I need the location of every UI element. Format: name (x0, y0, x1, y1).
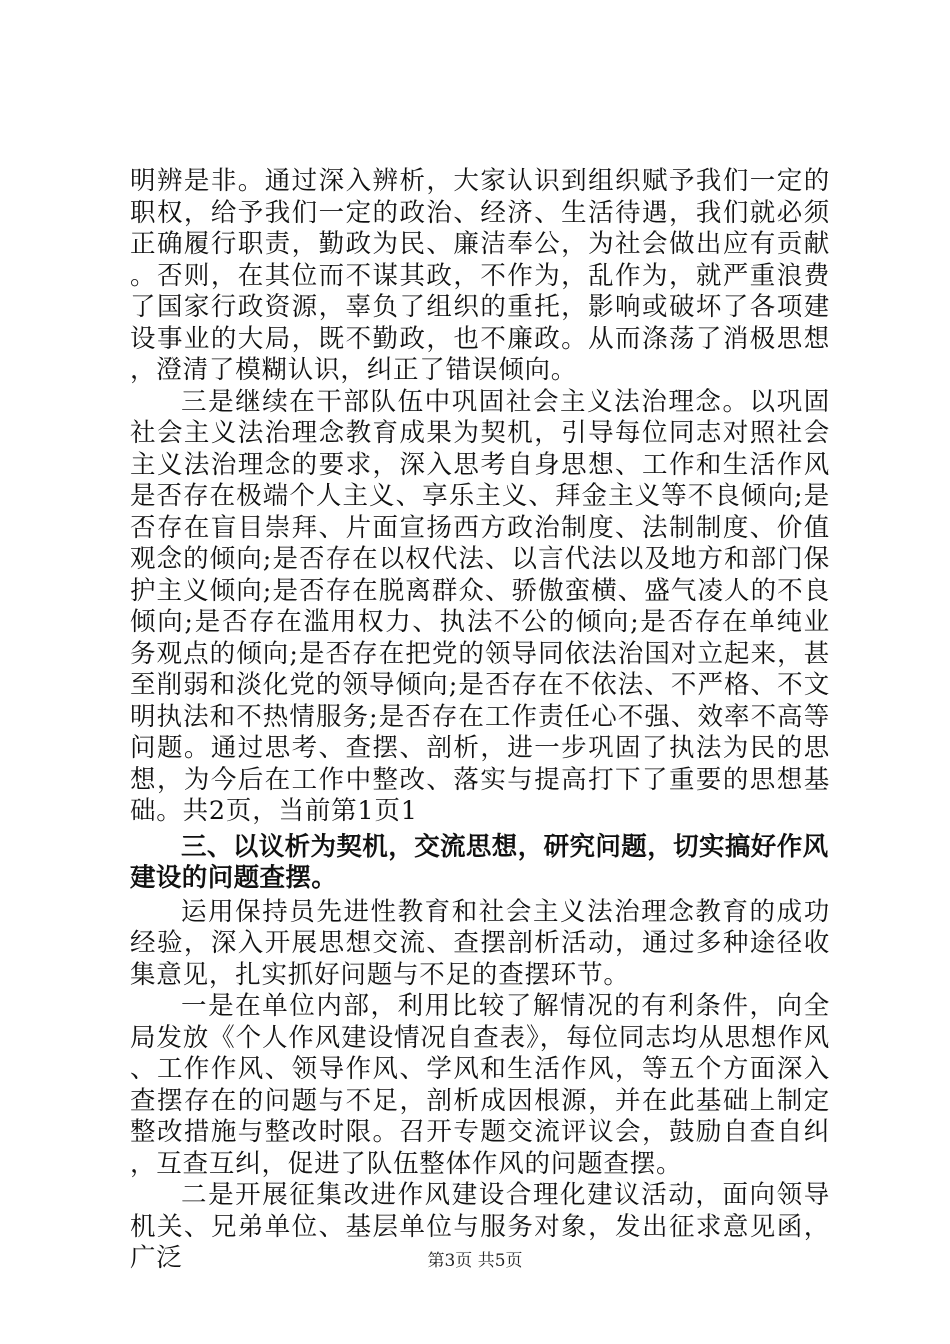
paragraph-continuation: 明辨是非。通过深入辨析，大家认识到组织赋予我们一定的职权，给予我们一定的政治、经济、生活待遇，我们就必须正确履行职责，勤政为民、廉洁奉公，为社会做出应有贡献。否则，在其位而不谋其政，不作为，乱作为，就严重浪费了国家行政资源，辜负了组织的重托，影响或破坏了各项建设事业的大局，既不勤政，也不廉政。从而涤荡了消极思想，澄清了模糊认识，纠正了错误倾向。 (130, 166, 830, 385)
paragraph-point-three: 三是继续在干部队伍中巩固社会主义法治理念。以巩固社会主义法治理念教育成果为契机，引导每位同志对照社会主义法治理念的要求，深入思考自身思想、工作和生活作风是否存在极端个人主义、享乐主义、拜金主义等不良倾向;是否存在盲目崇拜、片面宣扬西方政治制度、法制制度、价值观念的倾向;是否存在以权代法、以言代法以及地方和部门保护主义倾向;是否存在脱离群众、骄傲蛮横、盛气凌人的不良倾向;是否存在滥用权力、执法不公的倾向;是否存在单纯业务观点的倾向;是否存在把党的领导同依法治国对立起来，甚至削弱和淡化党的领导倾向;是否存在不依法、不严格、不文明执法和不热情服务;是否存在工作责任心不强、效率不高等问题。通过思考、查摆、剖析，进一步巩固了执法为民的思想，为今后在工作中整改、落实与提高打下了重要的思想基础。共2页，当前第1页1 (130, 386, 830, 826)
document-body (130, 166, 830, 1275)
paragraph-section-intro: 运用保持员先进性教育和社会主义法治理念教育的成功经验，深入开展思想交流、查摆剖析活动，通过多种途径收集意见，扎实抓好问题与不足的查摆环节。 (130, 896, 830, 990)
section-heading-three: 三、以议析为契机，交流思想，研究问题，切实搞好作风建设的问题查摆。 (130, 831, 829, 893)
paragraph-point-one: 一是在单位内部，利用比较了解情况的有利条件，向全局发放《个人作风建设情况自查表》，每位同志均从思想作风、工作作风、领导作风、学风和生活作风，等五个方面深入查摆存在的问题与不足，剖析成因根源，并在此基础上制定整改措施与整改时限。召开专题交流评议会，鼓励自查自纠，互查互纠，促进了队伍整体作风的问题查摆。 (130, 991, 830, 1179)
paragraph-point-two: 二是开展征集改进作风建设合理化建议活动，面向领导机关、兄弟单位、基层单位与服务对象，发出征求意见函，广泛 (130, 1180, 830, 1273)
page-footer: 第3页 共5页 (427, 1251, 523, 1271)
